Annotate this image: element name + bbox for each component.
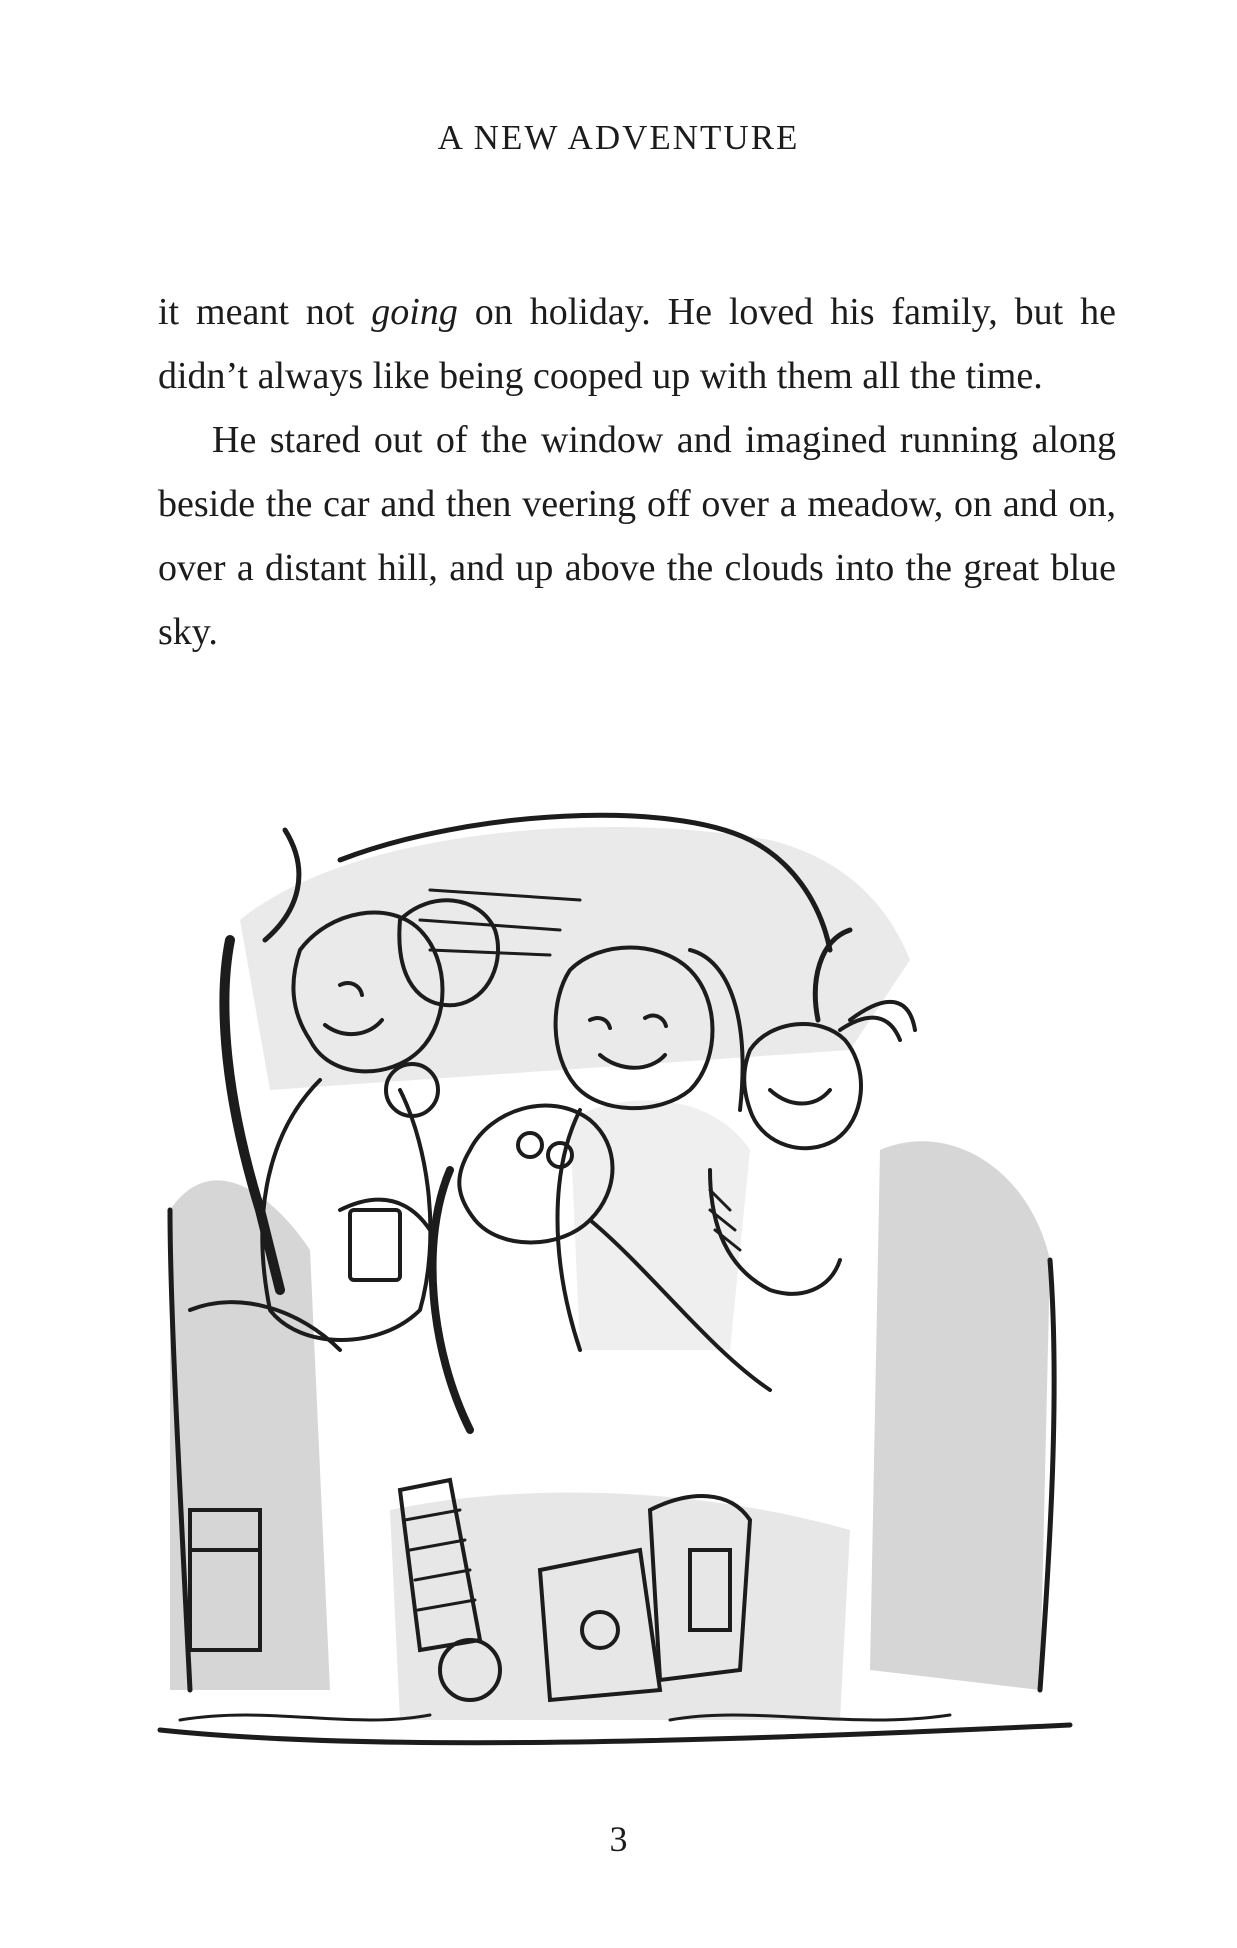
paragraph-1 bbox=[158, 280, 1116, 408]
running-head: A NEW ADVENTURE bbox=[437, 118, 800, 157]
dog-eye-right bbox=[548, 1143, 572, 1167]
body-text bbox=[158, 280, 1116, 664]
emphasis-going: going bbox=[371, 291, 458, 333]
page-number: 3 bbox=[609, 1819, 628, 1859]
floor-line bbox=[160, 1725, 1070, 1743]
paragraph-1-after: on holiday. He loved his family, but he didn’t always like being cooped up with them all the time. bbox=[158, 291, 1116, 397]
father-arm bbox=[340, 1200, 430, 1230]
dog-ear bbox=[433, 1170, 470, 1430]
paragraph-1-before: it meant not bbox=[158, 291, 372, 333]
paragraph-2: He stared out of the window and imagined running along beside the car and then veering off over a meadow, on and on, over a distant hill, and up above the clouds into the great blue sky. bbox=[158, 419, 1116, 653]
dog-eye-left bbox=[518, 1133, 542, 1157]
ink-wash-shading bbox=[170, 827, 1050, 1720]
phone-in-hand bbox=[350, 1210, 400, 1280]
family-car-illustration bbox=[150, 790, 1080, 1770]
boy-smile bbox=[770, 1090, 830, 1104]
